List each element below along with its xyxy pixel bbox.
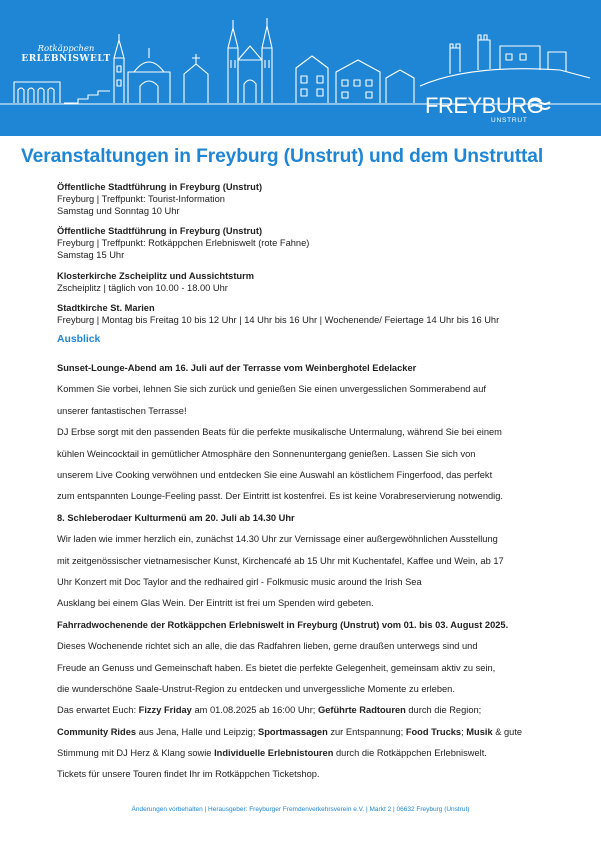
- event-line: unserer fantastischen Terrasse!: [57, 405, 187, 416]
- event-line: Freyburg | Montag bis Freitag 10 bis 12 Uhr | 14 Uhr bis 16 Uhr | Wochenende/ Feiertage 14 Uhr bis 16 Uhr: [57, 314, 500, 325]
- upcoming-event: [57, 512, 557, 610]
- line-text: & gute: [492, 726, 523, 737]
- footer-note: Änderungen vorbehalten | Herausgeber: Freyburger Fremdenverkehrsverein e.V. | Markt 2 | 06632 Freyburg (Unstrut): [131, 806, 470, 813]
- wave-icon: [529, 98, 551, 114]
- event-line: unserem Live Cooking verwöhnen und entdecken Sie eine Auswahl an köstlichem Fingerfood, das perfekt: [57, 469, 493, 480]
- event-line: Freude an Genuss und Gemeinschaft haben. Es bietet die perfekte Gelegenheit, gemeinsam aktiv zu sein,: [57, 662, 496, 673]
- line-text: ;: [461, 726, 467, 737]
- event-title: Klosterkirche Zscheiplitz und Aussichtsturm: [57, 270, 254, 281]
- event-line: Zscheiplitz | täglich von 10.00 - 18.00 Uhr: [57, 282, 228, 293]
- upcoming-event: [57, 619, 557, 781]
- event-line: Dieses Wochenende richtet sich an alle, die das Radfahren lieben, gerne draußen unterwegs sind und: [57, 641, 478, 652]
- event-line: DJ Erbse sorgt mit den passenden Beats für die perfekte musikalische Untermalung, während Sie bei einem: [57, 427, 502, 438]
- line-text: zur Entspannung;: [327, 726, 406, 737]
- logo-freyburg-text: FREYBURG: [425, 93, 544, 118]
- header-banner: [0, 0, 601, 136]
- event-line: Freyburg | Treffpunkt: Rotkäppchen Erlebniswelt (rote Fahne): [57, 238, 310, 249]
- event-line: zum entspannten Lounge-Feeling passt. Der Eintritt ist kostenfrei. Es ist keine Vorabreservierung notwendig.: [57, 491, 503, 502]
- regular-event: [57, 302, 557, 326]
- regular-event: [57, 181, 557, 217]
- logo-script-text: Rotkäppchen: [37, 44, 95, 54]
- event-line: Ausklang bei einem Glas Wein. Der Eintritt ist frei um Spenden wird gebeten.: [57, 598, 374, 609]
- event-line: Freyburg | Treffpunkt: Tourist-Information: [57, 194, 225, 205]
- outlook-heading: Ausblick: [57, 333, 101, 345]
- event-line: [57, 747, 557, 759]
- event-title: Stadtkirche St. Marien: [57, 302, 155, 313]
- event-title: Öffentliche Stadtführung in Freyburg (Unstrut): [57, 182, 263, 192]
- upcoming-event: [57, 362, 557, 502]
- highlight-text: Individuelle Erlebnistouren: [214, 748, 334, 759]
- line-text: durch die Rotkäppchen Erlebniswelt.: [333, 748, 487, 759]
- highlight-text: Fizzy Friday: [138, 705, 192, 716]
- highlight-text: Food Trucks: [405, 726, 462, 737]
- event-line: Tickets für unsere Touren findet Ihr im Rotkäppchen Ticketshop.: [57, 769, 320, 780]
- rotkaeppchen-logo: [20, 44, 112, 65]
- event-line: Samstag und Sonntag 10 Uhr: [57, 206, 180, 217]
- line-text: durch die Region;: [405, 705, 482, 716]
- event-title: Fahrradwochenende der Rotkäppchen Erlebniswelt in Freyburg (Unstrut) vom 01. bis 03. August 2025.: [57, 619, 509, 630]
- regular-event: [57, 225, 557, 261]
- event-title: Sunset-Lounge-Abend am 16. Juli auf der Terrasse vom Weinberghotel Edelacker: [57, 363, 417, 374]
- event-line: Samstag 15 Uhr: [57, 250, 125, 261]
- highlight-text: Musik: [466, 726, 493, 737]
- logo-caps-text: ERLEBNISWELT: [21, 54, 111, 64]
- event-line: Wir laden wie immer herzlich ein, zunächst 14.30 Uhr zur Vernissage einer außergewöhnlichen Ausstellung: [57, 534, 498, 545]
- highlight-text: Community Rides: [57, 726, 137, 737]
- highlight-text: Geführte Radtouren: [317, 705, 406, 716]
- highlight-text: Sportmassagen: [258, 726, 328, 737]
- event-line: Uhr Konzert mit Doc Taylor and the redhaired girl - Folkmusic music around the Irish Sea: [57, 576, 422, 587]
- event-line: Kommen Sie vorbei, lehnen Sie sich zurück und genießen Sie einen unvergesslichen Sommerabend auf: [57, 384, 486, 395]
- line-text: aus Jena, Halle und Leipzig;: [136, 726, 259, 737]
- regular-event: [57, 270, 557, 294]
- logo-unstrut-text: UNSTRUT: [491, 117, 528, 124]
- event-title: Öffentliche Stadtführung in Freyburg (Unstrut): [57, 226, 263, 237]
- event-line: kühlen Weincocktail in gemütlicher Atmosphäre den Sonnenuntergang genießen. Lassen Sie sich von: [57, 448, 476, 459]
- freyburg-logo: [425, 93, 544, 124]
- main-content: [57, 181, 557, 790]
- line-text: Das erwartet Euch:: [57, 705, 139, 716]
- line-text: Stimmung mit DJ Herz & Klang sowie: [57, 748, 215, 759]
- event-line: die wunderschöne Saale-Unstrut-Region zu entdecken und unvergessliche Momente zu erleben.: [57, 683, 455, 694]
- event-line: [57, 726, 557, 738]
- event-line: mit zeitgenössischer vietnamesischer Kunst, Kirchencafé ab 15 Uhr mit Kuchentafel, Kaffee und Wein, ab 17: [57, 555, 504, 566]
- event-line: [57, 704, 557, 716]
- page-title: Veranstaltungen in Freyburg (Unstrut) und dem Unstruttal: [21, 146, 544, 167]
- event-title: 8. Schleberodaer Kulturmenü am 20. Juli ab 14.30 Uhr: [57, 512, 295, 523]
- line-text: am 01.08.2025 ab 16:00 Uhr;: [191, 705, 318, 716]
